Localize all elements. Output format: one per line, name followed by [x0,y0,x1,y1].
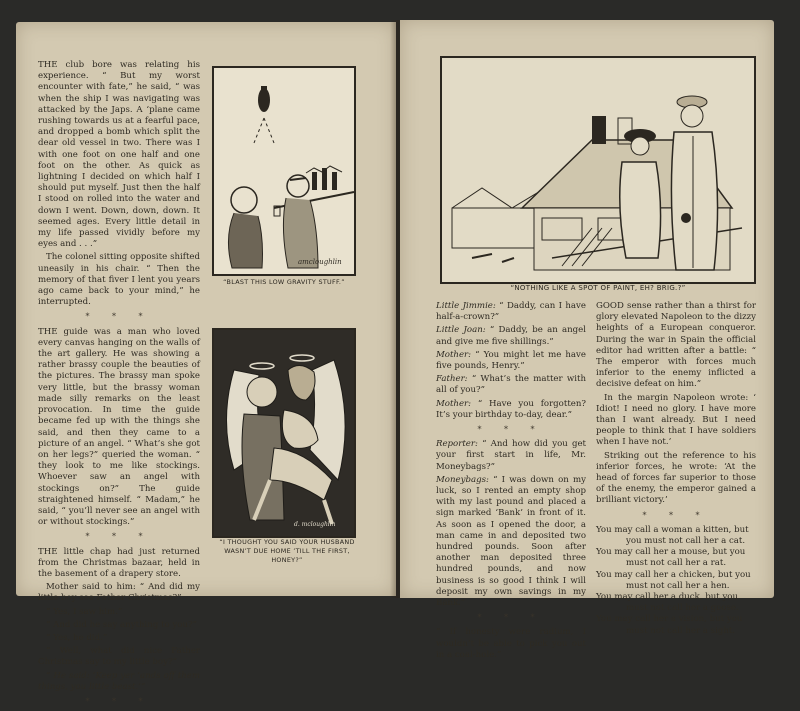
line-text: “ What’s the matter with all of you?” [436,374,586,396]
poem-line: You may call a woman a kitten, but [596,524,749,535]
line-text: “ You might let me have five pounds, Henry.” [436,349,586,372]
story-club-bore [38,60,200,308]
speaker: Moneybags: [436,474,489,485]
poem-line: must not call her a sight. [626,625,736,636]
speaker: Father: [436,374,468,385]
separator-stars: * * * [477,425,545,435]
cartoon3-caption: “NOTHING LIKE A SPOT OF PAINT, EH? BRIG.?” [510,284,686,292]
story-christmas [38,547,200,693]
house-painting-illustration [442,58,754,282]
right-right-column [596,301,756,637]
poem-line: must not call her a hen. [626,580,730,591]
speaker: Mother: [436,349,472,360]
cartoon1-caption: “BLAST THIS LOW GRAVITY STUFF.” [223,278,345,286]
poem-line: you must not call her a cat. [626,536,746,547]
paragraph: The colonel sitting opposite shifted uneasily in his chair. “ Then the memory of that fiver I lent you years ago came back to your mind,” he interrupted. [38,252,200,308]
right-page [400,20,774,660]
dialog-line [436,439,586,473]
cartoon2-caption: “I THOUGHT YOU SAID YOUR HUSBAND WASN’T DUE HOME ’TILL THE FIRST, HONEY?” [219,538,355,564]
cartoon1-signature: amcloughlin [298,258,342,266]
poem-line: You may call her a duck, but you [596,592,739,603]
paragraph: GOOD sense rather than a thirst for glory elevated Napoleon to the dizzy heights of a European conqueror. During the war in Spain the official editor had written after a battle: “ The emperor with forces much inferior to the enemy inflicted a decisive defeat on him.” [596,301,756,390]
paragraph: “ Yes, I saw him.” [46,606,123,617]
paragraph: “ He said: ‘Keep yer ’ands off them things, you little beast.’” [38,670,200,692]
paragraph: “ Well, what did nice Father Christmas say to my little boy?” [38,646,200,668]
paragraph: THE little chap had just returned from the Christmas bazaar, held in the basement of a drapery store. [38,546,200,579]
dialog-line [436,374,586,396]
separator-stars: * * * [85,312,153,322]
cartoon-house-painting [440,56,756,284]
cartoon2-signature: d. mcloughlin [294,521,336,528]
separator-stars: * * * [477,613,545,623]
dialog-birthday [436,301,586,421]
line-text: “ Daddy, be an angel and give me five shillings.” [436,325,586,347]
speaker: Mother: [436,398,472,409]
paragraph: In the margin Napoleon wrote: ‘ Idiot! I need no glory. I have more than I want already. But I need people to think that I have soldiers when I have not.’ [596,392,756,448]
line-text: “ I was down on my luck, so I rented an empty shop with my last pound and placed a sign marked ‘Bank’ in front of it. As soon as I opened the door, a man came in and deposited two hundred pounds. Soon after another man deposited three hundred pounds, and now business is so good I think I will deposit my own savings in my Bank.” [436,474,586,609]
poem-line: You may call her a mouse, but you [596,547,746,558]
line-text: “ Have you forgotten? It’s your birthday to-day, dear.” [436,398,586,420]
paragraph: “ Yes, he did.” [46,632,108,643]
separator-stars: * * * [85,696,153,706]
dialog-line [436,399,586,421]
left-page [16,22,396,706]
separator-stars: * * * [85,532,153,542]
poem-line: You may call her a vision, but you [596,614,743,625]
speaker: Little Joan: [436,325,486,336]
angels-illustration [214,330,354,536]
paragraph: “ And did he say anything to you?” [46,619,197,630]
left-text-column [38,60,200,711]
bar-scene-illustration [214,68,354,274]
cartoon-bar-scene [212,66,356,276]
dialog-line [436,475,586,609]
story-napoleon [596,301,756,507]
dialog-line [436,325,586,347]
separator-stars: * * * [642,510,710,520]
speaker: Little Jimmie: [436,301,496,311]
poem-line: must not call her a rat. [626,558,727,569]
dialog-line [436,350,586,372]
dialog-moneybags [436,439,586,609]
line-text: “ Daddy, can I have half-a-crown?” [436,301,586,323]
paragraph: Striking out the reference to his inferior forces, he wrote: ‘At the head of forces far superior to those of the enemy, the emperor gained a brilliant victory.’ [596,450,756,506]
line-text: “ And how did you get your first start in life, Mr. Moneybags?” [436,439,586,472]
paragraph: THE guide was a man who loved every canvas hanging on the walls of the art gallery. He was showing a rather brassy couple the beauties of the pictures. The brassy man spoke very little, but the brassy woman made silly remarks on the least provocation. In time the guide became fed up with the things she said, and then they came to a picture of an angel. “ What’s she got on her legs?” queried the woman. “ they look to me like stockings. Whoever saw an angel with stockings on?” The guide straightened himself. “ Madam,” he said, “ you’ll never see an angel with or without stockings.” [38,326,200,528]
speaker: Reporter: [436,439,478,450]
poem-line: must not call her a goose. [626,603,739,614]
right-left-column [436,301,586,663]
dialog-line [436,301,586,323]
poem-woman [596,525,756,637]
poem-line: You may call her a chicken, but you [596,569,751,580]
paragraph: Mother said to him: “ And did my little boy see Father Christmas?” [38,582,200,604]
cartoon-angels [212,328,356,538]
radium-quote: “ If honesty were radium, I wouldn’t be able to pick you out in a coal-hole.” [436,627,586,660]
paragraph: THE club bore was relating his experience. “ But my worst encounter with fate,” he said, “ was when the ship I was navigating was attacked by the Japs. A ‘plane came rushing towards us at a fearful pace, and dropped a bomb which split the dear old vessel in two. There was I with one foot on one half and one foot on the other. As quick as lightning I decided on which half I should put myself. Just then the half I stood on rolled into the water and down I went. Down, down, down. It seemed ages. Every little detail in my life passed vividly before my eyes and . . .” [38,60,200,250]
story-guide [38,327,200,529]
